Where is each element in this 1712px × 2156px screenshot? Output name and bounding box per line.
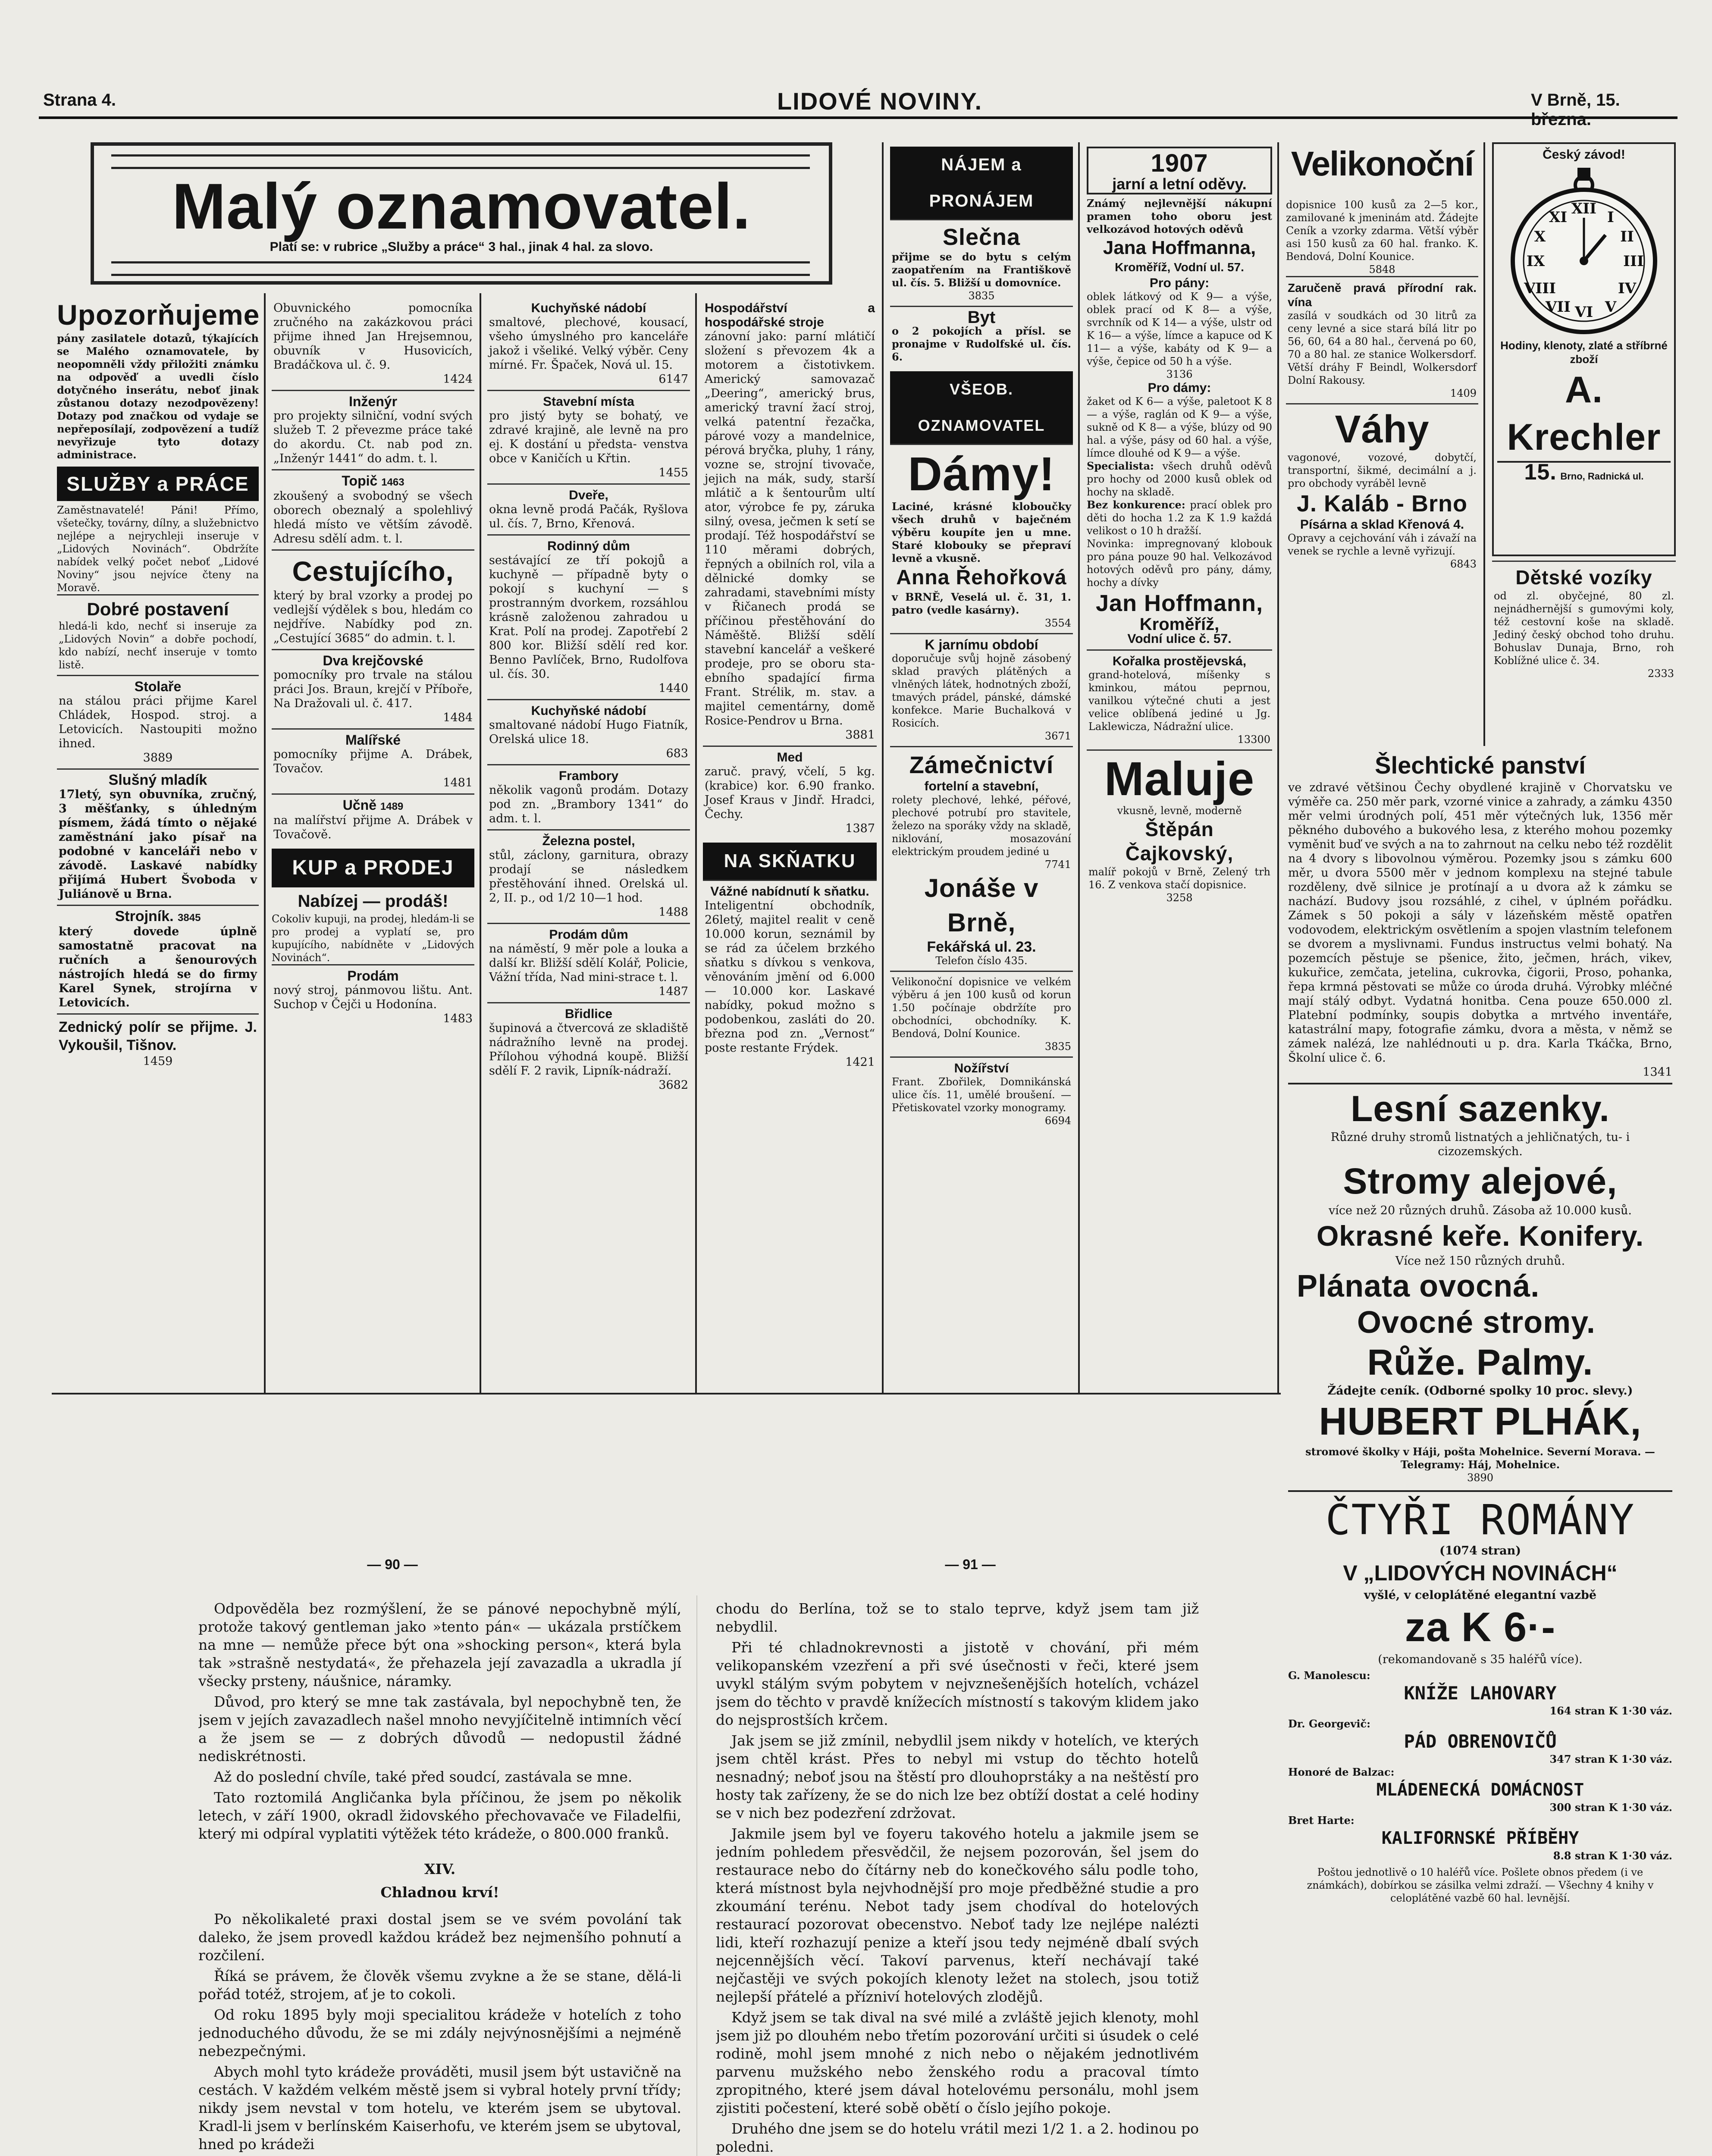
novinka-text: Novinka: impregnovaný klobouk pro pána pouze 90 hal. Velkozávod hotových oděvů pro pány, dámy, hochy a dívky (1087, 538, 1272, 589)
dobre-postaveni-text: hledá-li kdo, nechť si inseruje za „Lidových Novin“ a dobře pochodí, kdo nabízí, nechť inseruje v tomto listě. (59, 620, 257, 671)
svg-text:XII: XII (1571, 200, 1597, 217)
section-kup-prodej: KUP a PRODEJ (272, 849, 474, 887)
hubert-plhak: HUBERT PLHÁK, (1319, 1400, 1642, 1443)
column-rule (882, 142, 884, 1393)
topic-title: Topič 1463 (342, 473, 404, 489)
plhak-ad (1288, 1083, 1672, 1484)
mladik-title: Slušný mladík (108, 772, 207, 788)
malir-number: 1481 (443, 776, 473, 790)
specialista-title: Specialista: (1087, 460, 1154, 472)
zamecnictvi-title: Zámečnictví (909, 751, 1054, 778)
maly-oznamovatel-header (91, 142, 832, 285)
lidove-noviny-title: V „LIDOVÝCH NOVINÁCH“ (1343, 1561, 1618, 1585)
med-text: zaruč. pravý, včelí, 5 kg. (krabice) kor. 6.90 franko. Josef Kraus v Jindř. Hradci, Čechy. (705, 765, 875, 821)
stepan-text: malíř pokojů v Brně, Zelený trh 16. Z venkova stačí dopisnice. (1088, 866, 1270, 891)
stavebni-mista-number: 1455 (658, 466, 688, 479)
velikonocni-title: Velikonoční (1291, 144, 1474, 183)
kuchynske-text: smaltové, plechové, kousací, všeho úmyslného pro kanceláře jakož i všeliké. Velký výběr. Ceny mírné. Fr. Špaček, Nová ul. 15. (489, 316, 688, 372)
vozik-title: Dětské vozíky (1515, 566, 1652, 589)
ads-column-4 (698, 298, 882, 1393)
zamecnictvi-number: 7741 (1044, 859, 1071, 871)
book-title: MLÁDENECKÁ DOMÁCNOST (1376, 1780, 1584, 1800)
romany-price: za K 6·- (1405, 1604, 1556, 1650)
dvere-text: okna levně prodá Pačák, Ryšlova ul. čís. 7, Brno, Křenová. (489, 503, 688, 530)
article-paragraph: Po několikaleté praxi dostal jsem se ve svém povolání tak daleko, že jsem provedl každou krádež bez nejmenšího pohnutí a rozčilení. (198, 1911, 681, 1964)
prodam-dum-title: Prodám dům (549, 928, 628, 942)
nabizej-title: Nabízej — prodáš! (298, 892, 448, 911)
jana-address: Kroměříž, Vodní ul. 57. (1115, 260, 1244, 274)
vazne-title: Vážné nabídnutí k sňatku. (710, 884, 869, 899)
svg-text:II: II (1620, 228, 1634, 245)
kalab-sub: Písárna a sklad Křenová 4. (1300, 517, 1464, 532)
page-number-left: — 90 — (367, 1557, 418, 1572)
ads-column-8 (1487, 142, 1681, 746)
vazne-text: Inteligentní obchodník, 26letý, majitel realit v ceně 10.000 korun, seznámil by se rád za účelem brzkého sňatku s dívkou s venkova, věnováním jmění od 6.000 — 10.000 kor. Laskavé nabídky, pokud možno s podobenkou, zasláti do 20. března pod zn. „Vernost“ poste restante Frýdek. (705, 899, 875, 1055)
svg-text:VI: VI (1574, 304, 1593, 321)
book-item (1288, 1717, 1672, 1766)
slecna-number: 3835 (968, 290, 995, 302)
ads-column-6 (1082, 147, 1277, 1393)
bridlice-title: Břidlice (564, 1007, 613, 1021)
ads-bottom-rule (52, 1393, 1281, 1395)
velikonocni-col7-number: 5848 (1369, 263, 1395, 276)
bez-konkurence-ad (1087, 498, 1272, 537)
newspaper-name: LIDOVÉ NOVINY. (777, 88, 983, 115)
jarni-number: 3671 (1044, 730, 1071, 742)
ruze-palmy: Růže. Palmy. (1367, 1342, 1593, 1382)
vino-text: zasílá v soudkách od 30 litrů za ceny levné a sice stará bílá litr po 56, 60, 64 a 80 hal., červená po 60, 70 a 80 hal. ze stanice Wolkersdorf. Větší dráhy F Beindl, Wolkersdorf Dolní Rakousy. (1288, 310, 1477, 386)
kalab-number: 6843 (1450, 558, 1477, 570)
article-paragraph: Říká se právem, že člověk všemu zvykne a že se stane, dělá-li pořád totéž, strojem, ať je to cokoli. (198, 1968, 681, 2002)
stromy-alejove: Stromy alejové, (1343, 1161, 1618, 1201)
jarni-title: K jarnímu období (925, 637, 1038, 652)
ucne-number: 1489 (380, 801, 404, 812)
krejci-title: Dva krejčovské (323, 653, 423, 668)
hospodarstvi-text: zánovní jako: parní mlátičí složení s převozem 4k a motorem a čistotivkem. Americký samovazač „Deering“, americký brus, americký travní žací stroj, velká patentní řezačka, párové vozy a mandelnice, pérová bryčka, pluhy, 1 rány, vozne se, strojní tivovače, jejich na mák, sudy, starší mlátič a k šentourům ultí ator, výrobce fe py, záruka silný, ovesa, ječmen k setí se prodají. Též hospodářství se 110 měrami dobrých, řepných a obilních rol, vila a dělnické domky se zahradami, stavebními místy v Řičanech prodá se příčinou přestěhování do Náměště. Bližší sdělí stavební kancelář a veškeré prodeje, pro se oboru sta-ebního spadající firma Frant. Strélik, m. stav. a majitel cementárny, domě Rosice-Pendrov u Brna. (705, 330, 875, 727)
jonas-telephone: Telefon číslo 435. (935, 955, 1028, 967)
book-info: 347 stran K 1·30 váz. (1549, 1753, 1672, 1765)
strojnik-number: 3845 (178, 912, 201, 924)
lesni-sazenky: Lesní sazenky. (1351, 1088, 1610, 1129)
vazne-number: 1421 (845, 1056, 875, 1069)
book-author: Dr. Georgevič: (1288, 1717, 1370, 1730)
vino-title: Zaručeně pravá přírodní rak. vína (1288, 281, 1477, 309)
prameny-text: Známý nejlevnější nákupní pramen toho oboru jest velkozávod hotových oděvů (1087, 197, 1272, 235)
stepan-cajkovsky: Štěpán Čajkovský, (1125, 818, 1234, 865)
byt-text: o 2 pokojích a přísl. se pronajme v Rudolfské ul. čís. 6. (892, 325, 1071, 363)
plhak-number: 3890 (1467, 1472, 1494, 1484)
kuchynske2-title: Kuchyňské nádobí (531, 704, 646, 718)
damy-oddeleni-title: Pro dámy: (1148, 381, 1211, 395)
maluje-title: Maluje (1104, 752, 1255, 805)
book-author: G. Manolescu: (1288, 1669, 1370, 1682)
krechler-number: 15. (1524, 460, 1557, 485)
topic-number: 1463 (381, 476, 404, 488)
ornament-bar-top (111, 154, 810, 169)
nozirstvi-number: 6694 (1044, 1115, 1071, 1127)
specialista-text: všech druhů oděvů pro hochy od 2000 kusů oblek od hochy na skladě. (1087, 460, 1272, 498)
velikonocni-dopisnice-text: Velikonoční dopisnice ve velkém výběru á jen 100 kusů od korun 1.50 počínaje obdržíte pro obchodníci, obchodníky. K. Bendová, Dolní Kounice. (892, 976, 1071, 1040)
rekomandovane: (rekomandovaně s 35 haléřů více). (1378, 1653, 1583, 1666)
stromy-text: více než 20 různých druhů. Zásoba až 10.000 kusů. (1329, 1204, 1632, 1217)
book-info: 8.8 stran K 1·30 váz. (1553, 1849, 1672, 1862)
hospodarstvi-number: 3881 (845, 728, 875, 742)
column-rule (1078, 142, 1080, 1393)
article-paragraph: Při té chladnokrevnosti a jistotě v chování, při mém velikopanském vzezření a při své úsečnosti v řeči, které jsem uvykl stálým svým pobytem v nejvznešenějších hotelích, vcházel jsem do těchto v pravdě knížecích místností s takovým klidem jako do nejsprostších krčem. (716, 1639, 1199, 1728)
article-paragraph: Až do poslední chvíle, také před soudcí, zastávala se mne. (214, 1768, 633, 1785)
bridlice-text: šupinová a čtvercová ze skladiště nádražního levně na prodej. Přílohou výhodná koupě. Bližší sdělí F. 2 ravik, Lipník-nádraží. (489, 1022, 688, 1078)
upozornujeme-title: Upozorňujeme (57, 299, 260, 331)
inzenyr-title: Inženýr (348, 394, 398, 409)
article-paragraph: Abych mohl tyto krádeže prováděti, musil jsem být ustavičně na cestách. V každém velkém městě jsem si vybral hotely první třídy; nikdy jsem nevstal v tom hotelu, ve kterém jsem se ubytoval. Kradl-li jsem v berlínském Kaiserhofu, ve kterém jsem se ubytoval, hned po krádeži (198, 2063, 681, 2153)
ucne-title: Učně 1489 (342, 797, 404, 813)
ovocne-stromy: Ovocné stromy. (1357, 1305, 1596, 1340)
postel-number: 1488 (658, 906, 688, 919)
section-najem-pronajem: NÁJEM a PRONÁJEM (890, 147, 1073, 219)
masthead (39, 86, 1678, 129)
pani-title: Pro pány: (1149, 276, 1210, 290)
jonas-address: Fekářská ul. 23. (927, 939, 1036, 955)
year-title: 1907 (1151, 149, 1208, 177)
topic-text: zkoušený a svobodný se všech oborech obeznalý a spolehlivý hledá místo ve větším závodě. Adresu sdělí adm. t. l. (273, 489, 473, 545)
page-date: V Brně, 15. března. (1531, 91, 1620, 129)
bez-konkurence-text: prací oblek pro děti do hocha 1.2 za K 1.9 každá velikost o 10 h dražší. (1087, 499, 1272, 537)
romany-subtitle: (1074 stran) (1439, 1544, 1521, 1557)
lesni-text: Různé druhy stromů listnatých a jehličnatých, tu- i cizozemských. (1330, 1131, 1630, 1158)
med-number: 1387 (845, 822, 875, 835)
svg-text:IX: IX (1526, 253, 1545, 270)
damy-oddeleni-text: žaket od K 6— a výše, paletoot K 8— a výše, raglán od K 9— a výše, sukně od K 8— a výše, blúzy od 90 hal. a výše, pásy od 60 hal. a výše, límce dlouhé od K 9— a výše. (1087, 395, 1272, 459)
rodinny-dum-text: sestávající ze tří pokojů a kuchyně — případně byty o pokojí s kuchyní — s prostranným dvorkem, rozsáhlou krásně založenou zahradou u Krat. Polí na prodej. Zapotřebí 2 800 kor. Bližší sdělí red kor. Benno Pavlíček, Brno, Rudolfova ul. čís. 30. (489, 554, 688, 681)
book-info: 164 stran K 1·30 váz. (1549, 1705, 1672, 1717)
prodam-dum-number: 1487 (658, 985, 688, 998)
damy-text: Laciné, krásné kloboučky všech druhů v baječném výběru koupíte jen u mne. Staré klobouky se přepraví levně a vkusně. (892, 500, 1071, 564)
postel-title: Železna postel, (542, 834, 635, 848)
upozornujeme-text: pány zasilatele dotazů, týkajících se Malého oznamovatele, by neopomněli vždy přiložiti známku na odpověď a uvedli číslo dotyčného inserátu, neboť jinak zůstanou dotazy nezodpovězeny! Dotazy pod značkou od vydaje se nepřeposílají, zodpovězení a tudíž nevyřizuje tyto dotazy administrace. (57, 332, 259, 461)
ornament-bar-bottom (111, 261, 810, 276)
ads-column-1 (52, 298, 264, 1393)
krechler-name: A. Krechler (1507, 369, 1661, 458)
article-paragraph: Odpověděla bez rozmýšlení, že se pánové nepochybně mýlí, protože takový gentleman jako »tento pán« — ukázala prstíčkem na mne — nemůže přece být ona »shocking person«, která byla tak »strašně nestydatá«, že přehazela její zavazadla a ukradla jí všecky prsteny, náušnice, náramky. (198, 1600, 681, 1689)
article-paragraph: Jak jsem se již zmínil, nebydlil jsem nikdy v hotelích, ve kterých jsem chtěl krást. Přes to nebyl mi vstup do těchto hotelů nesnadný; neboť jsou na štěstí pro dlouhoprstáky a na neštěstí pro hosty tak zařízeny, že se do nich lze bez obtíží dostat a celé hodiny se v nich bez podezření zdržovat. (716, 1732, 1199, 1821)
kuchynske2-text: smaltované nádobí Hugo Fiatník, Orelská ulice 18. (489, 718, 688, 746)
kuchynske-title: Kuchyňské nádobí (531, 301, 646, 315)
dobre-postaveni-title: Dobré postavení (87, 599, 229, 619)
article-paragraph: chodu do Berlína, tož se to stalo teprve, když jsem tam již nebydlil. (716, 1600, 1199, 1635)
jonas-title: Jonáše v Brně, (924, 874, 1039, 937)
svg-text:III: III (1623, 253, 1644, 270)
ads-column-3 (482, 298, 695, 1393)
vahy-title: Váhy (1335, 408, 1430, 451)
stavebni-mista-text: pro jistý byty se bohatý, ve zdravé krajině, ale levně na pro ej. K dostání u předsta- venstva obce v Kaničích u Křtin. (489, 409, 688, 465)
predam-number: 1483 (443, 1012, 473, 1025)
svg-text:VIII: VIII (1524, 280, 1556, 297)
vino-number: 1409 (1450, 387, 1477, 399)
stavebni-mista-title: Stavební místa (543, 395, 634, 409)
section-sluzby-prace: SLUŽBY a PRÁCE (57, 467, 259, 501)
page-number-right: — 91 — (945, 1557, 996, 1572)
right-column (1283, 750, 1678, 2156)
maly-rates: Platí se: v rubrice „Služby a práce“ 3 hal., jinak 4 hal. za slovo. (270, 240, 653, 254)
krejci-number: 1484 (443, 711, 473, 724)
inzenyr-text: pro projekty silniční, vodní svých služeb T. 2 převezme práce také do akordu. Ct. nab pod zn. „Inženýr 1441“ do adm. t. l. (273, 409, 473, 465)
cesky-zavod: Český závod! (1543, 147, 1625, 162)
koralka-text: grand-hotelová, míšenky s kminkou, mátou peprnou, vanilkou výtečné chuti a jest velice oblíbená jediné u Jg. Laklewicza, Nádražní ulice. (1088, 669, 1270, 733)
ads-column-2 (267, 298, 480, 1393)
plhak-text: stromové školky v Háji, pošta Mohelnice. Severní Morava. — Telegramy: Háj, Mohelnice. (1305, 1445, 1655, 1471)
jana-hoffmann: Jana Hoffmanna, (1103, 237, 1256, 258)
okrasne-text: Více než 150 různých druhů. (1395, 1254, 1565, 1268)
hospodarstvi-title: Hospodářství a hospodářské stroje (705, 301, 875, 329)
column-rule (695, 293, 697, 1393)
prodam-dum-text: na náměstí, 9 měr pole a louka a další kr. Bližší sdělí Kolář, Policie, Vážní třída, Nad mini-strace t. l. (489, 942, 688, 984)
velikonocni-text: dopisnice 100 kusů za 2—5 kor., zamilované k jmeninám atd. Žádejte Ceník a vzorky zdarma. Větší výběr asi 150 kusů za 60 hal. franko. K. Bendová, Dolní Kounice. (1286, 199, 1478, 263)
stolare-title: Stolaře (134, 679, 182, 694)
damy-title: Dámy! (908, 448, 1055, 501)
postou-text: Poštou jednotlivě o 10 haléřů více. Pošlete obnos předem (i ve známkách), dobírkou se zásilka velmi zdraží. — Všechny 4 knihy v celoplátěné vazbě 60 hal. levnější. (1307, 1866, 1654, 1904)
hodiny-text: Hodiny, klenoty, zlaté a stříbrné zboží (1500, 339, 1668, 366)
romany-title: ČTYŘI ROMÁNY (1325, 1496, 1635, 1544)
kalab-text: Opravy a cejchování váh i závaží na venek se rychle a levně vyřizují. (1288, 532, 1477, 557)
chapter-title: Chladnou krví! (380, 1884, 499, 1901)
svg-text:XI: XI (1549, 209, 1568, 226)
article-paragraph: Od roku 1895 byly moji specialitou krádeže v hotelích z toho jednoduchého důvodu, že se mi zdály nejvýnosnějšími a nejméně nebezpečnými. (198, 2006, 681, 2059)
pani-text: oblek látkový od K 9— a výše, oblek prací od K 8— a výše, svrchník od K 14— a výše, ulstr od K 16— a výše, límce a kapuce od K 11— a výše, kabáty od K 9— a výše, čepice od 50 h a výše. (1087, 291, 1272, 367)
anna-number: 3554 (1044, 617, 1071, 629)
obuvnik-text: Obuvnického pomocníka zručného na zakázkovou práci přijme ihned Jan Hrejsemnou, obuvník v Husovicích, Bradáčkova ul. č. 9. (273, 301, 473, 372)
article-paragraph: Jakmile jsem byl ve foyeru takového hotelu a jakmile jsem se jedním pohledem přesvědčil, že nejsem pozorován, šel jsem do restaurace nebo do čítárny neb do konečkového sálu podle toho, která místnost byla nejvhodnější pro moje předběžné studie a pro zkoumání terénu. Nebot tady jsem chodíval do hotelových restaurací pozorovat obecenstvo. Neboť tady lze nejlépe nalézti lidi, kteří rozhazují penize a kteří jsou tedy nejméně dbalí svých nejcennějších věcí. Takoví parvenus, kteří nechávají také nejčastěji ve svých pokojích klenoty ležet na stolech, jsou totiž nejlepší přátelé a přízniví hotelových zlodějů. (716, 1825, 1199, 2005)
book-item (1288, 1814, 1672, 1862)
book-item (1288, 1766, 1672, 1814)
stepan-number: 3258 (1166, 892, 1193, 904)
strojnik-text: který dovede úplně samostatně pracovat na ručních a šenourových nástrojích hledá se do firmy Karel Synek, strojírna v Letovicích. (59, 925, 257, 1009)
obuvnik-number: 1424 (443, 373, 473, 386)
chapter-number: XIV. (424, 1861, 456, 1877)
jarni-text: doporučuje svůj hojně zásobený sklad pravých plátěných a vlněných látek, hodnotných zboží, tmavých prádel, pánské, dámské konfekce. Marie Buchalková v Rosicích. (892, 652, 1071, 729)
svg-text:IV: IV (1618, 280, 1637, 297)
stolare-text: na stálou práci přijme Karel Chládek, Hospod. stroj. a Letovicích. Nastoupiti možno ihned. (59, 694, 257, 750)
cestujiciho-text: který by bral vzorky a prodej po vedlejší výdělek s bou, hledám co nejdříve. Nabídky pod zn. „Cestující 3685“ do admin. t. l. (273, 589, 473, 645)
strojnik-title: Strojník. 3845 (115, 908, 201, 924)
vozik-number: 2333 (1647, 667, 1674, 680)
vahy-text: vagonové, vozové, dobytčí, transportní, šikmé, decimální a j. pro obchody vyráběl levně (1288, 451, 1477, 489)
nabizej-text: Cokoliv kupuji, na prodej, hledám-li se pro prodej a vyplatí se, pro kupujícího, nabídněte v „Lidových Novinách“. (272, 913, 474, 964)
anna-text: v BRNĚ, Veselá ul. č. 31, 1. patro (vedle kasárny). (892, 591, 1071, 616)
page-fold (696, 1595, 697, 2156)
article-paragraph: Tato roztomilá Angličanka byla příčinou, že jsem po několik letech, v září 1900, okradl židovského přechovavače ve Filadelfii, který mi odpíral vyplatiti výtěžek této krádeže, o 800.000 franků. (198, 1789, 681, 1842)
svg-text:VII: VII (1545, 298, 1571, 316)
panstvi-title: Šlechtické panství (1375, 752, 1586, 779)
predam-title: Prodám (347, 968, 399, 984)
frambory-text: několik vagonů prodám. Dotazy pod zn. „Brambory 1341“ do adm. t. l. (489, 783, 688, 825)
book-title: KNÍŽE LAHOVARY (1404, 1683, 1557, 1704)
kalab-title: J. Kaláb - Brno (1296, 491, 1468, 517)
kuchynske-number: 6147 (658, 373, 688, 386)
slecna-text: přijme se do bytu s celým zaopatřením na Františkově ul. čís. 5. Bližší u domovníce. (892, 251, 1071, 289)
article-paragraph: Důvod, pro který se mne tak zastávala, byl nepochybně ten, že jsem v jejích zavazadlech našel mnoho nevyjíčitelně intimních věcí a že jsem se — z dobrých důvodů — nedopustil žádné nediskrétnosti. (198, 1693, 681, 1764)
article-paragraph: Druhého dne jsem se do hotelu vrátil mezi 1/2 1. a 2. hodinou po poledni. (716, 2120, 1199, 2155)
book-title: PÁD OBRENOVIČŮ (1404, 1731, 1557, 1752)
slecna-title: Slečna (942, 224, 1021, 250)
dvere-title: Dveře, (569, 488, 608, 502)
romany-ad (1288, 1490, 1672, 1905)
column-rule (480, 293, 481, 1393)
section-vseob-oznamovatel: VŠEOB. OZNAMOVATEL (890, 371, 1073, 444)
krechler-address-row (1497, 461, 1671, 483)
zamecnictvi-sub: fortelní a stavební, (924, 779, 1039, 793)
year-box (1087, 147, 1272, 194)
okrasne-kere: Okrasné keře. Konifery. (1316, 1220, 1644, 1252)
frambory-title: Frambory (558, 769, 619, 783)
cestujiciho-title: Cestujícího, (292, 556, 454, 587)
book-author: Bret Harte: (1288, 1814, 1355, 1827)
rodinny-dum-number: 1440 (658, 682, 688, 695)
book-author: Honoré de Balzac: (1288, 1766, 1395, 1778)
zednicky-number: 1459 (143, 1055, 173, 1068)
ads-column-5 (885, 147, 1078, 1393)
nozirstvi-text: Frant. Zbořilek, Domnikánská ulice čís. 11, umělé broušení. — Přetiskovatel vzorky monogramy. (892, 1076, 1071, 1114)
krechler-box (1492, 142, 1676, 556)
velikonocni-number: 3835 (1044, 1040, 1071, 1053)
vozik-text: od zl. obyčejné, 80 zl. nejnádhernější s gumovými koly, též cestovní koše na skladě. Jediný český obchod toho druhu. Bohuslav Dunaja, Brno, roh Koblížné ulice č. 34. (1494, 590, 1674, 667)
koralka-title: Kořalka prostějevská, (1112, 654, 1247, 668)
krechler-address: Brno, Radnická ul. (1560, 471, 1644, 482)
zednicky-polir: Zednický polír se přijme. J. Vykoušil, Tišnov. (59, 1019, 257, 1053)
malir-title: Malířské (345, 732, 401, 748)
postel-text: stůl, záclony, garnitura, obrazy prodají se následkem přestěhování ihned. Orelská ul. 2, II. p., od 1/2 10—1 hod. (489, 849, 688, 905)
predam-text: nový stroj, pánmovou lištu. Ant. Suchop v Čejči u Hodonína. (273, 984, 473, 1011)
stolare-number: 3889 (143, 751, 173, 765)
article-right-page (716, 1600, 1199, 2156)
kuchynske2-number: 683 (666, 747, 688, 760)
jan-hoffmann-city: Kroměříž, (1139, 615, 1220, 634)
column-rule (1277, 142, 1279, 1393)
ucne-text: na malířství přijme A. Drábek v Tovačově. (273, 814, 473, 841)
mladik-text: 17letý, syn obuvníka, zručný, 3 měšťanky, s úhledným písmem, žádá tímto o nějaké zaměstnání jako písař na podobné v kanceláři nebo v závodě. Laskavé nabídky přijímá Hubert Švoboda v Juliánově u Brna. (59, 788, 257, 901)
zamestnavatele-ad: Zaměstnavatelé! Páni! Přímo, všetečky, továrny, dílny, a služebnictvo nejlépe a nejrychleji inseruje v „Lidových Novinách“. Obdržíte nabídek velký počet neboť „Lidové Noviny“ jsou nejvíce čteny na Moravě. (57, 504, 259, 594)
bridlice-number: 3682 (658, 1078, 688, 1092)
specialista-ad (1087, 460, 1272, 498)
panstvi-number: 1341 (1643, 1065, 1672, 1079)
svg-text:I: I (1607, 209, 1614, 226)
bez-konkurence-title: Bez konkurence: (1087, 498, 1185, 511)
pani-number: 3136 (1166, 368, 1193, 380)
jan-hoffmann-address: Vodní ulice č. 57. (1127, 632, 1232, 646)
byt-title: Byt (967, 308, 996, 327)
rodinny-dum-title: Rodinný dům (547, 539, 630, 553)
med-title: Med (777, 750, 803, 765)
anna-title: Anna Řehořková (896, 566, 1067, 589)
svg-text:V: V (1605, 298, 1617, 316)
column-rule (1483, 142, 1485, 746)
article-paragraph: Když jsem se tak dival na své milé a zvláště jejich klenoty, mohl jsem již po dlouhém nebo třetím pozorování určiti si úsudek o celé rodině, mohl jsem mnohé z nich nebo o nějakém jednotlivém parvenu mužského nebo ženského rodu a pracoval tímto zpropitného, které jsem dával hotelovému personálu, mohl jsem zjistiti počestení, které sobě obětí o číslo jejího pokoje. (716, 2009, 1199, 2116)
vydane-text: vyšlé, v celoplátěné elegantní vazbě (1364, 1589, 1597, 1602)
zamecnictvi-text: rolety plechové, lehké, péřové, plechové potrubí pro stavitele, železo na sporáky vždy na skladě, niklování, mosazování elektrickým proudem jediné u (892, 794, 1071, 858)
column-rule (264, 293, 266, 1393)
koralka-number: 13300 (1237, 733, 1270, 746)
book-info: 300 stran K 1·30 váz. (1549, 1801, 1672, 1814)
planta-ovocna: Plánata ovocná. (1297, 1269, 1540, 1304)
krejci-text: pomocníky pro trvale na stálou práci Jos. Braun, krejčí v Příboře, Na Dražovali ul. č. 417. (273, 668, 473, 710)
cenik-text: Žádejte ceník. (Odborné spolky 10 proc. slevy.) (1327, 1384, 1633, 1398)
article-left-page (198, 1600, 681, 2156)
section-na-snatku: NA SKŇATKU (703, 843, 877, 880)
nozirstvi-title: Nožířství (954, 1061, 1009, 1075)
svg-text:X: X (1534, 228, 1546, 245)
pocket-watch-icon (1498, 166, 1670, 338)
ads-column-7 (1281, 129, 1483, 746)
maluje-text: vkusně, levně, moderně (1117, 805, 1242, 817)
book-title: KALIFORNSKÉ PŘÍBĚHY (1381, 1828, 1579, 1848)
jan-hoffmann: Jan Hoffmann, (1095, 590, 1264, 616)
malir-text: pomocníky přijme A. Drábek, Tovačov. (273, 748, 473, 775)
page-label: Strana 4. (43, 91, 116, 110)
panstvi-text: ve zdravé většinou Čechy obydlené krajině v Chorvatsku ve výměře ca. 250 měr park, vzorné vinice a zahrady, a zámku 4350 měr velmi úrodných polí, 451 měr výtečných luk, 1356 měr pěkného dubového a bukového lesa, z kterého mohou pozemky vyměnit buď ve svých a na to zahrnout na celku nebo též rozdělit na 4 dvory s libovolnou výměrou. Pozemky jsou s zámku 600 měr, u dvora 5500 měr v jednom komplexu na stejné tabule rozděleny, dvě silnice je protínají a u dvora až k zámku se nachází. Budovy jsou rozsáhlé, z cihel, v úplném pořádku. Zámek s 50 pokoji a sály v lázeňském městě opatřen vodovodem, elektrickým osvětlením a spojen vlastním telefonem se dvorem a myslivnami. Fundus instructus velmi bohatý. Na pozemcích pěstuje se pšenice, žito, ječmen, hrách, vikev, kukuřice, zemčata, jetelina, cukrovka, čigorii, Proso, pohanka, řepa krmná pěstovati se může co úroda druhá. Výrobky mléčné mají stálý odbyt. Vydatná honitba. Cena pouze 650.000 zl. Platební podmínky, soupis dobytka a mrtvého inventáře, katastrální mapy, fotografie zámku, dvora a města, v němž se zámek nalézá, lze nahlédnouti u p. dra. Karla Tkáčka, Brno, Školní ulice č. 6. (1288, 781, 1672, 1065)
maly-title: Malý oznamovatel. (172, 170, 751, 242)
book-item (1288, 1669, 1672, 1717)
year-subtitle: jarní a letní oděvy. (1112, 175, 1247, 193)
